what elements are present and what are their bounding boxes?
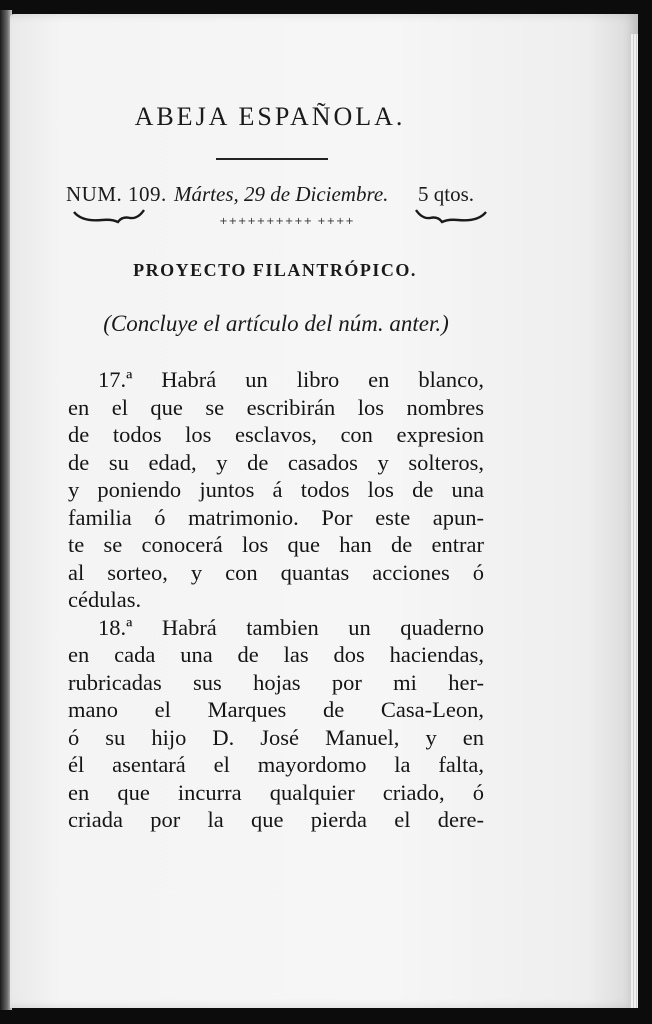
body-line: de su edad, y de casados y solteros, xyxy=(68,449,484,475)
article-headline: PROYECTO FILANTRÓPICO. xyxy=(133,260,417,280)
body-line: te se conocerá los que han de entrar xyxy=(68,532,484,557)
body-line: rubricadas sus hojas por mi her- xyxy=(68,669,484,695)
body-line: 18.ª Habrá tambien un quaderno xyxy=(98,614,484,640)
swash-left-ornament xyxy=(72,206,146,226)
issue-date: Mártes, 29 de Diciembre. xyxy=(174,182,389,206)
page-edge xyxy=(630,34,638,1008)
masthead-title: ABEJA ESPAÑOLA. xyxy=(134,102,406,131)
body-line: en el que se escribirán los nombres xyxy=(68,394,484,420)
body-line: y poniendo juntos á todos los de una xyxy=(68,477,484,502)
body-line: 17.ª Habrá un libro en blanco, xyxy=(98,367,484,392)
body-line: criada por la que pierda el dere- xyxy=(68,807,484,832)
article-subhead: (Concluye el artículo del núm. anter.) xyxy=(103,311,449,336)
issue-number: NUM. 109. xyxy=(66,182,167,206)
issue-price: 5 qtos. xyxy=(418,182,475,206)
body-line: ó su hijo D. José Manuel, y en xyxy=(68,724,484,750)
body-line: mano el Marques de Casa-Leon, xyxy=(68,697,484,722)
body-line: de todos los esclavos, con expresion xyxy=(68,422,484,447)
masthead-rule xyxy=(216,158,328,160)
body-line: cédulas. xyxy=(68,587,142,612)
swash-right-ornament xyxy=(414,206,488,226)
article-body xyxy=(68,366,484,834)
body-line: en que incurra qualquier criado, ó xyxy=(68,779,484,805)
body-line: familia ó matrimonio. Por este apun- xyxy=(68,504,484,530)
body-line: al sorteo, y con quantas acciones ó xyxy=(68,559,484,585)
ornament-row: ++++++++++ ++++ xyxy=(219,216,355,227)
body-line: él asentará el mayordomo la falta, xyxy=(68,752,484,777)
body-line: en cada una de las dos haciendas, xyxy=(68,642,484,667)
